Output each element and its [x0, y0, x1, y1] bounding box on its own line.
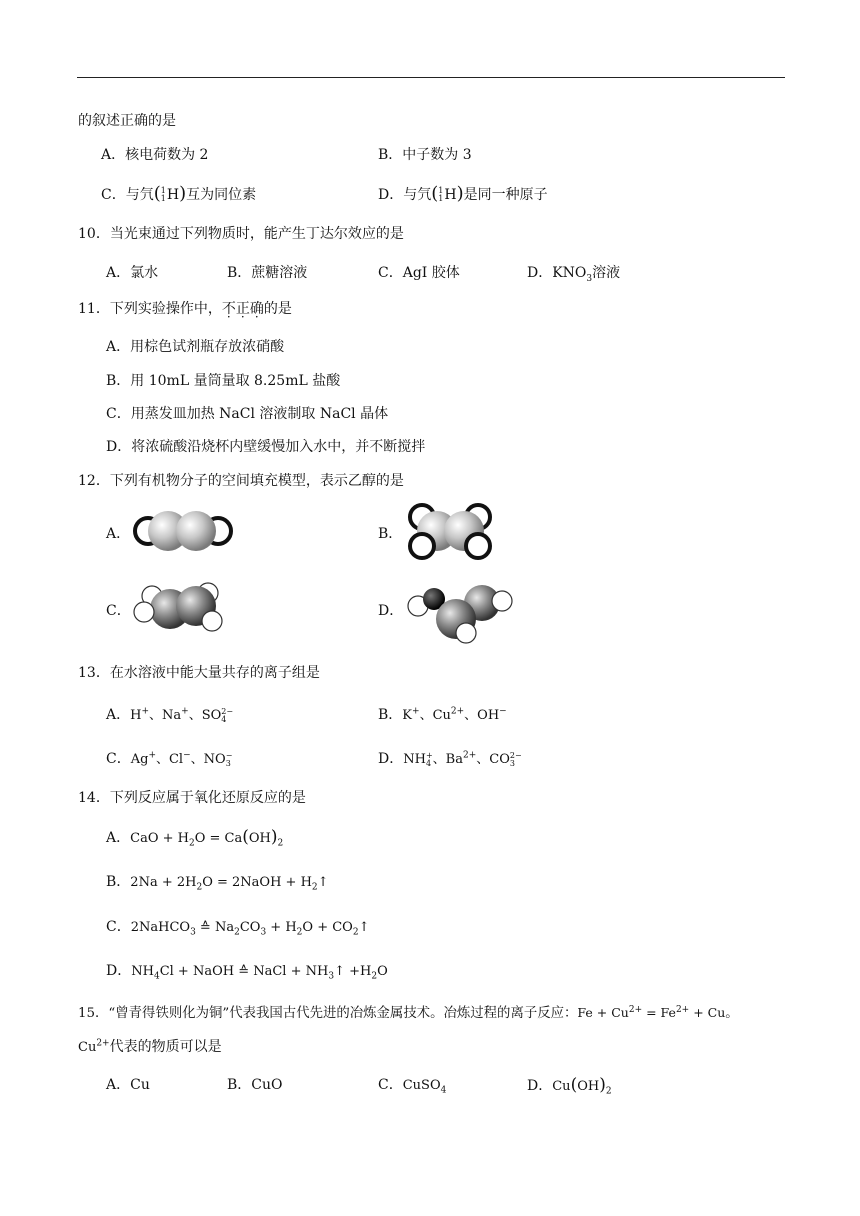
q11-stem-suffix: 的是 — [263, 301, 292, 317]
q15-c-label: C． — [378, 1077, 403, 1093]
q14-d-label: D． — [106, 963, 132, 979]
q9-option-d: D．与氕(1 1H)是同一种原子 — [378, 183, 548, 204]
q10-d-suffix: 溶液 — [592, 265, 621, 281]
q10-option-a: A．氯水 — [106, 265, 159, 281]
q10-d-formula: D．KNO — [527, 265, 587, 281]
q13-c-label: C． — [106, 751, 131, 767]
q11-stem — [78, 299, 292, 319]
q9-c-mass-number: 1 — [160, 186, 166, 195]
q9-c-atomic-number: 1 — [160, 194, 166, 203]
space-filling-model-b — [404, 502, 496, 560]
q9-d-symbol: H — [444, 187, 457, 203]
q13-a-label: A． — [106, 707, 131, 723]
q15-stem-line2: $Cu^{2+}$代表的物质可以是 — [78, 1038, 222, 1055]
q11-option-d: D．将浓硫酸沿烧杯内壁缓慢加入水中，并不断搅拌 — [106, 439, 426, 455]
header-rule — [77, 77, 785, 78]
q15-option-c: C．CuSO$_4$ — [378, 1077, 447, 1096]
q9-option-b: B．中子数为 3 — [378, 147, 472, 163]
q14-option-a: A．CaO + $H_2O = Ca(OH)_2$ — [106, 827, 284, 849]
q9-option-a: A．核电荷数为 2 — [101, 147, 209, 163]
q9-option-d-prefix: D．与氕 — [378, 187, 432, 203]
q15-option-b: B．CuO — [227, 1077, 283, 1093]
q11-option-a: A．用棕色试剂瓶存放浓硝酸 — [106, 339, 285, 355]
q14-stem: 14．下列反应属于氧化还原反应的是 — [78, 790, 306, 806]
q11-option-c: C．用蒸发皿加热 NaCl 溶液制取 NaCl 晶体 — [106, 406, 389, 422]
q9-option-c-prefix: C．与氕 — [101, 187, 154, 203]
q15-option-d: D．$Cu(OH)_2$ — [527, 1075, 612, 1097]
q15-stem-prefix: 15．“曾青得铁则化为铜”代表我国古代先进的冶炼金属技术。冶炼过程的离子反应： — [78, 1006, 578, 1021]
q11-emphasis-char: 不 — [221, 301, 236, 317]
q13-option-b: B．K+、$Cu^{2+}$、OH− — [378, 706, 507, 723]
space-filling-model-d — [404, 579, 516, 645]
q9-option-c-suffix: 互为同位素 — [186, 187, 257, 203]
q11-emphasis-char: 正 — [235, 301, 250, 317]
q10-stem: 10．当光束通过下列物质时，能产生丁达尔效应的是 — [78, 226, 404, 242]
q12-option-d: D． — [378, 603, 404, 619]
q14-c-label: C． — [106, 919, 131, 935]
space-filling-model-c — [128, 579, 224, 637]
q13-option-d: D．NH+ 4 、$Ba^{2+}$、CO2− 3 — [378, 750, 522, 768]
q15-stem-suffix: 。 — [725, 1006, 739, 1021]
q12-stem: 12．下列有机物分子的空间填充模型，表示乙醇的是 — [78, 473, 404, 489]
q15-stem: 15．“曾青得铁则化为铜”代表我国古代先进的冶炼金属技术。冶炼过程的离子反应：$Fe + Cu^{2+} = Fe^{2+} + Cu$。 — [78, 1004, 739, 1021]
q14-option-b: B．$2Na + 2H_2O$ = 2NaOH + $H_2↑$ — [106, 874, 329, 893]
q10-d-subscript: 3 — [586, 273, 593, 284]
q13-stem: 13．在水溶液中能大量共存的离子组是 — [78, 665, 320, 681]
q14-b-label: B． — [106, 874, 131, 890]
q13-b-label: B． — [378, 707, 403, 723]
q11-stem-prefix: 11．下列实验操作中， — [78, 301, 222, 317]
q14-a-label: A． — [106, 830, 131, 846]
q9-d-mass-number: 1 — [438, 186, 444, 195]
q11-emphasis-char: 确 — [249, 301, 264, 317]
q9-c-symbol: H — [166, 187, 180, 203]
q10-option-c: C．AgI 胶体 — [378, 265, 460, 281]
q15-line2-text: 代表的物质可以是 — [109, 1039, 222, 1055]
q10-option-d — [527, 263, 620, 283]
q9-option-c: C．与氕(1 1H)互为同位素 — [101, 183, 257, 204]
q15-d-label: D． — [527, 1078, 553, 1094]
q9-d-atomic-number: 1 — [438, 194, 444, 203]
q14-option-d: D．$NH_4Cl$ + NaOH ≙ NaCl + $NH_3↑ +H_2O$ — [106, 963, 388, 982]
q9-option-d-suffix: 是同一种原子 — [463, 187, 548, 203]
q13-d-label: D． — [378, 751, 404, 767]
q12-option-a: A． — [106, 526, 131, 542]
q12-option-c: C． — [106, 603, 131, 619]
q13-option-a: A．H+、Na+、SO2− 4 — [106, 706, 234, 724]
q13-option-c: C．Ag+、Cl−、NO− 3 — [106, 750, 233, 768]
q15-option-a: A．Cu — [106, 1077, 150, 1093]
question-9-stem-tail: 的叙述正确的是 — [78, 113, 176, 129]
q11-option-b: B．用 10mL 量筒量取 8.25mL 盐酸 — [106, 373, 341, 389]
q12-option-b: B． — [378, 526, 403, 542]
q10-option-b: B．蔗糖溶液 — [227, 265, 308, 281]
space-filling-model-a — [128, 507, 238, 555]
q14-option-c: C．2NaHCO$_3$ ≙ $Na_2CO_3 + H_2O$ + $CO_2↑$ — [106, 919, 370, 938]
